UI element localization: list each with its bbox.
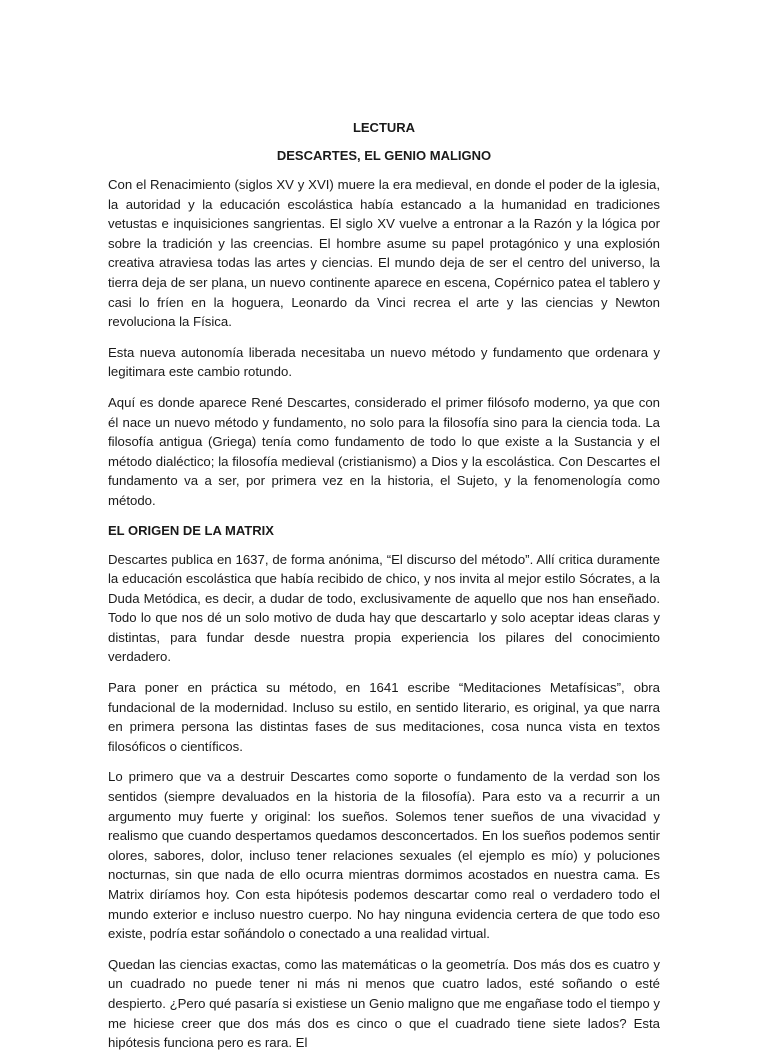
paragraph: Esta nueva autonomía liberada necesitaba un nuevo método y fundamento que ordenara y legitimara este cambio rotundo. [108, 344, 660, 380]
paragraph: Quedan las ciencias exactas, como las matemáticas o la geometría. Dos más dos es cuatro y un cuadrado no puede tener ni más ni menos que cuatro lados, esté soñando o esté despierto. ¿Pero qué pasaría si existiese un Genio maligno que me engañase todo el tiempo y me hiciese creer que dos más dos es cinco o que el cuadrado tiene siete lados? Esta hipótesis funciona pero es rara. El [108, 956, 661, 1051]
paragraph: Aquí es donde aparece René Descartes, considerado el primer filósofo moderno, ya que con él nace un nuevo método y fundamento, no solo para la filosofía sino para la ciencia toda. La filosofía antigua (Griega) tenía como fundamento de todo lo que existe a la Sustancia y el método dialéctico; la filosofía medieval (cristianismo) a Dios y la escolástica. Con Descartes el fundamento va a ser, por primera vez en la historia, el Sujeto, y la fenomenología como método. [108, 394, 660, 508]
paragraph: Descartes publica en 1637, de forma anónima, “El discurso del método”. Allí critica duramente la educación escolástica que había recibido de chico, y nos invita al mejor estilo Sócrates, a la Duda Metódica, es decir, a dudar de todo, exclusivamente de aquello que nos han enseñado. Todo lo que nos dé un solo motivo de duda hay que descartarlo y solo aceptar ideas claras y distintas, para fundar desde nuestra propia experiencia los pilares del conocimiento verdadero. [108, 551, 660, 665]
document-title: LECTURA [352, 120, 416, 135]
paragraph: Con el Renacimiento (siglos XV y XVI) muere la era medieval, en donde el poder de la iglesia, la autoridad y la educación escolástica había estancado a la humanidad en tradiciones vetustas e inquisiciones sangrientas. El siglo XV vuelve a entronar a la Razón y la lógica por sobre la tradición y las creencias. El hombre asume su papel protagónico y una explosión creativa atraviesa todas las artes y ciencias. El mundo deja de ser el centro del universo, la tierra deja de ser plana, un nuevo continente aparece en escena, Copérnico patea el tablero y casi lo fríen en la hoguera, Leonardo da Vinci recrea el arte y las ciencias y Newton revoluciona la Física. [108, 177, 660, 330]
section-heading: EL ORIGEN DE LA MATRIX [108, 522, 274, 538]
document-subtitle: DESCARTES, EL GENIO MALIGNO [276, 148, 492, 163]
paragraph: Lo primero que va a destruir Descartes como soporte o fundamento de la verdad son los sentidos (siempre devaluados en la historia de la filosofía). Para esto va a recurrir a un argumento muy fuerte y original: los sueños. Solemos tener sueños de una vivacidad y realismo que cuando despertamos quedamos desconcertados. En los sueños podemos sentir olores, sabores, dolor, incluso tener relaciones sexuales (el ejemplo es mío) y poluciones nocturnas, sin que nada de ello ocurra mientras dormimos acostados en nuestra cama. Es Matrix diríamos hoy. Con esta hipótesis podemos descartar como real o verdadero todo el mundo exterior e incluso nuestro cuerpo. No hay ninguna evidencia certera de que todo eso existe, podría estar soñándolo o conectado a una realidad virtual. [108, 769, 660, 942]
document-page [108, 119, 660, 1064]
paragraph: Para poner en práctica su método, en 1641 escribe “Meditaciones Metafísicas”, obra fundacional de la modernidad. Incluso su estilo, en sentido literario, es original, ya que narra en primera persona las distintas fases de sus meditaciones, cosa nunca vista en textos filosóficos o científicos. [108, 680, 660, 754]
